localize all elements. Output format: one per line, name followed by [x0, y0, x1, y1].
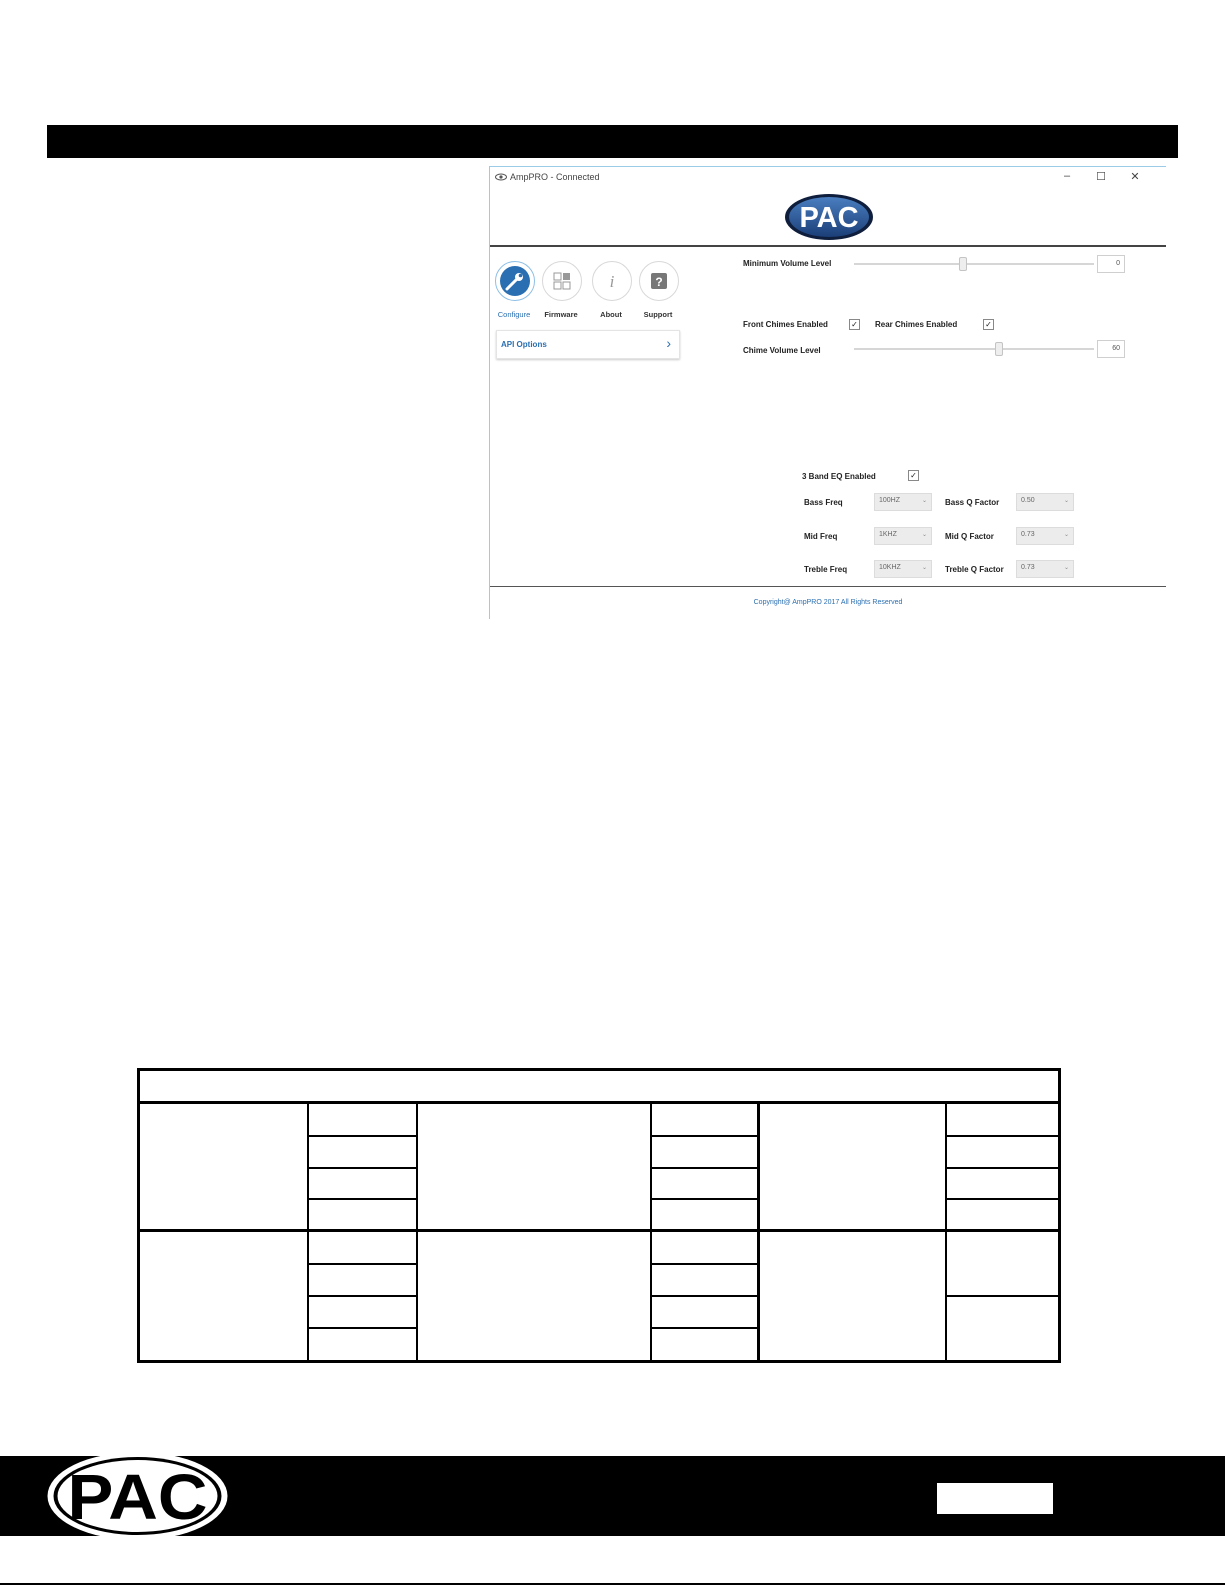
- grid-icon: [543, 262, 581, 300]
- mid-q-select[interactable]: 0.73 ⌄: [1016, 527, 1074, 545]
- bass-q-label: Bass Q Factor: [945, 498, 1000, 507]
- table-col-divider: [307, 1104, 309, 1360]
- table-cell-line: [308, 1327, 418, 1329]
- table-cell-line: [946, 1167, 1058, 1169]
- svg-text:?: ?: [655, 275, 663, 289]
- api-options-item[interactable]: [496, 330, 680, 359]
- info-icon: [593, 262, 631, 300]
- table-cell-line: [651, 1263, 759, 1265]
- eq-enabled-label: 3 Band EQ Enabled: [802, 472, 876, 481]
- page-number-box: [937, 1483, 1053, 1514]
- treble-freq-select[interactable]: 10KHZ ⌄: [874, 560, 932, 578]
- table-col-divider: [757, 1104, 760, 1360]
- table-cell-line: [651, 1327, 759, 1329]
- nav-support-button[interactable]: [639, 261, 679, 301]
- mid-freq-select[interactable]: 1KHZ ⌄: [874, 527, 932, 545]
- eq-enabled-checkbox[interactable]: ✓: [908, 470, 919, 481]
- table-cell-line: [308, 1263, 418, 1265]
- min-volume-value[interactable]: 0: [1097, 255, 1125, 273]
- title-bar: [490, 167, 1166, 189]
- nav-label-support: Support: [643, 310, 673, 319]
- table-cell-line: [946, 1295, 1058, 1297]
- table-cell-line: [651, 1135, 759, 1137]
- table-header-divider: [140, 1101, 1058, 1104]
- table-cell-line: [308, 1295, 418, 1297]
- pac-logo: [784, 193, 874, 241]
- app-window: [489, 166, 1166, 619]
- table-col-divider: [650, 1104, 652, 1360]
- treble-q-label: Treble Q Factor: [945, 565, 1004, 574]
- mid-freq-label: Mid Freq: [804, 532, 838, 541]
- nav-firmware-button[interactable]: [542, 261, 582, 301]
- rear-chimes-checkbox[interactable]: ✓: [983, 319, 994, 330]
- svg-text:PAC: PAC: [67, 1461, 208, 1533]
- rear-chimes-label: Rear Chimes Enabled: [875, 320, 958, 329]
- min-volume-slider-thumb[interactable]: [959, 257, 967, 271]
- api-options-label: API Options: [501, 340, 547, 349]
- copyright-text: Copyright@ AmpPRO 2017 All Rights Reserved: [753, 599, 903, 606]
- min-volume-slider[interactable]: [854, 263, 1094, 265]
- table-cell-line: [651, 1295, 759, 1297]
- mid-q-label: Mid Q Factor: [945, 532, 994, 541]
- close-button[interactable]: ✕: [1130, 171, 1140, 183]
- chime-volume-slider[interactable]: [854, 348, 1094, 350]
- front-chimes-label: Front Chimes Enabled: [743, 320, 828, 329]
- nav-about-button[interactable]: [592, 261, 632, 301]
- table-cell-line: [308, 1167, 418, 1169]
- table-cell-line: [308, 1135, 418, 1137]
- footer-divider: [490, 586, 1166, 587]
- bass-q-select[interactable]: 0.50 ⌄: [1016, 493, 1074, 511]
- specs-table: [137, 1068, 1061, 1363]
- chevron-down-icon: ⌄: [921, 532, 927, 538]
- treble-freq-label: Treble Freq: [804, 565, 848, 574]
- chevron-right-icon: ›: [666, 335, 671, 351]
- table-cell-line: [651, 1198, 759, 1200]
- table-col-divider: [945, 1104, 947, 1360]
- svg-text:PAC: PAC: [799, 202, 859, 234]
- footer-pac-logo: [45, 1450, 230, 1542]
- section-header-bar: [47, 125, 1178, 158]
- chevron-down-icon: ⌄: [921, 565, 927, 571]
- table-cell-line: [946, 1198, 1058, 1200]
- maximize-button[interactable]: ☐: [1096, 171, 1106, 183]
- chime-volume-value[interactable]: 60: [1097, 340, 1125, 358]
- front-chimes-checkbox[interactable]: ✓: [849, 319, 860, 330]
- nav-configure-button[interactable]: [495, 261, 535, 301]
- window-title: AmpPRO - Connected: [510, 172, 600, 182]
- wrench-icon: [496, 262, 534, 300]
- bass-freq-label: Bass Freq: [804, 498, 843, 507]
- bass-freq-select[interactable]: 100HZ ⌄: [874, 493, 932, 511]
- table-cell-line: [946, 1135, 1058, 1137]
- treble-q-select[interactable]: 0.73 ⌄: [1016, 560, 1074, 578]
- nav-label-configure: Configure: [497, 310, 531, 319]
- help-icon: [640, 262, 678, 300]
- nav-label-about: About: [600, 310, 622, 319]
- minimize-button[interactable]: –: [1063, 170, 1071, 182]
- header-divider: [490, 245, 1166, 247]
- min-volume-label: Minimum Volume Level: [743, 259, 832, 268]
- chime-volume-label: Chime Volume Level: [743, 346, 821, 355]
- chevron-down-icon: ⌄: [921, 498, 927, 504]
- chevron-down-icon: ⌄: [1063, 532, 1069, 538]
- table-cell-line: [308, 1198, 418, 1200]
- table-col-divider: [416, 1104, 418, 1360]
- table-row-divider: [140, 1229, 1058, 1232]
- chevron-down-icon: ⌄: [1063, 498, 1069, 504]
- chime-volume-slider-thumb[interactable]: [995, 342, 1003, 356]
- table-cell-line: [651, 1167, 759, 1169]
- nav-label-firmware: Firmware: [544, 310, 578, 319]
- chevron-down-icon: ⌄: [1063, 565, 1069, 571]
- app-eye-icon: [495, 173, 507, 181]
- svg-text:i: i: [609, 272, 615, 291]
